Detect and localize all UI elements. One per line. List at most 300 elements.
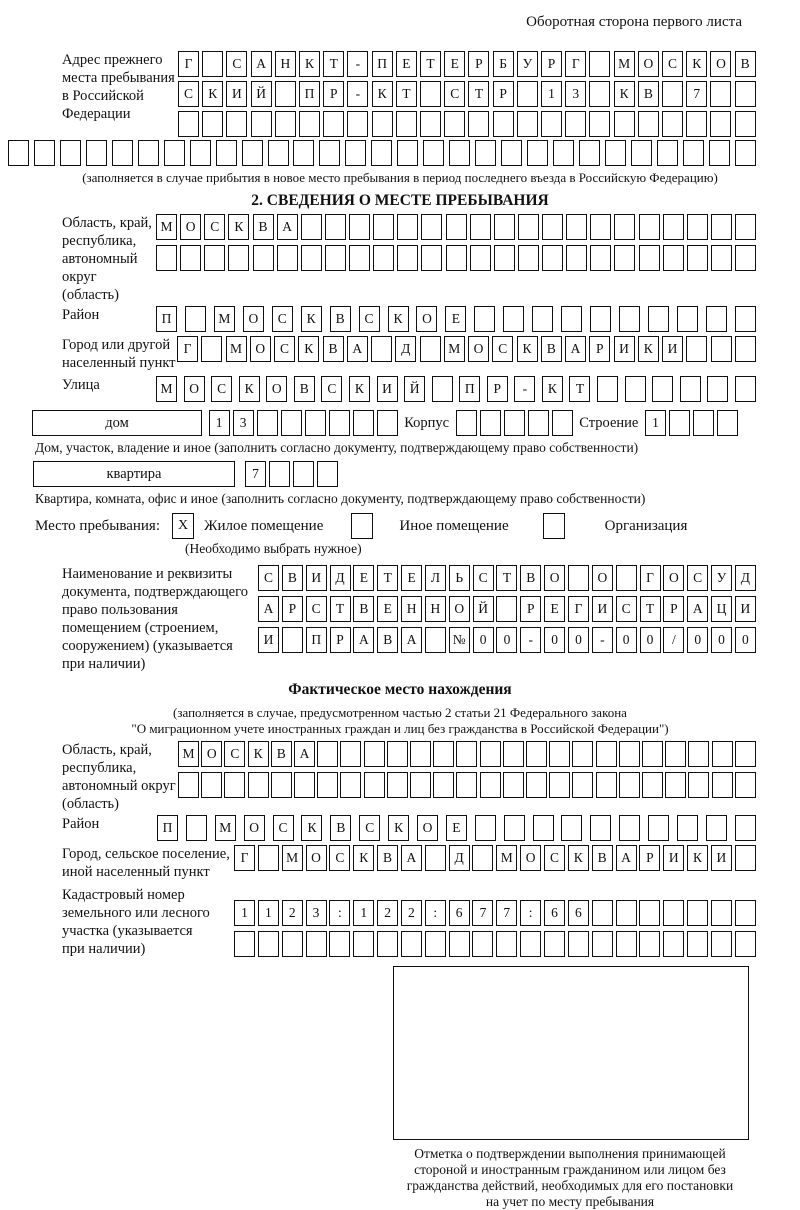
char-box[interactable] — [372, 111, 393, 137]
char-box[interactable]: М — [496, 845, 517, 871]
char-box[interactable]: Р — [493, 81, 514, 107]
char-box[interactable]: О — [592, 565, 613, 591]
char-box[interactable] — [305, 410, 326, 436]
char-box[interactable] — [340, 741, 361, 767]
char-box[interactable] — [735, 741, 756, 767]
char-box[interactable]: Т — [323, 51, 344, 77]
char-box[interactable] — [449, 931, 470, 957]
char-box[interactable]: М — [614, 51, 635, 77]
char-box[interactable]: В — [377, 845, 398, 871]
char-box[interactable] — [735, 245, 756, 271]
char-box[interactable]: А — [401, 627, 422, 653]
char-box[interactable]: К — [568, 845, 589, 871]
char-box[interactable] — [663, 931, 684, 957]
char-box[interactable]: С — [492, 336, 513, 362]
char-box[interactable] — [504, 410, 525, 436]
char-box[interactable] — [224, 772, 245, 798]
checkbox-other-premises[interactable] — [351, 513, 373, 539]
char-box[interactable]: Р — [487, 376, 508, 402]
char-box[interactable] — [717, 410, 738, 436]
char-box[interactable] — [686, 336, 707, 362]
char-box[interactable]: А — [258, 596, 279, 622]
char-box[interactable]: Т — [468, 81, 489, 107]
char-box[interactable] — [433, 741, 454, 767]
char-box[interactable]: 6 — [544, 900, 565, 926]
char-box[interactable]: В — [323, 336, 344, 362]
char-box[interactable] — [680, 376, 701, 402]
char-box[interactable]: И — [662, 336, 683, 362]
char-box[interactable]: 7 — [496, 900, 517, 926]
char-box[interactable] — [86, 140, 107, 166]
char-box[interactable]: А — [565, 336, 586, 362]
char-box[interactable] — [596, 741, 617, 767]
char-box[interactable]: С — [306, 596, 327, 622]
char-box[interactable]: 1 — [209, 410, 230, 436]
char-box[interactable] — [397, 140, 418, 166]
char-box[interactable] — [180, 245, 201, 271]
char-box[interactable]: М — [214, 306, 235, 332]
char-box[interactable]: У — [711, 565, 732, 591]
char-box[interactable]: С — [544, 845, 565, 871]
char-box[interactable]: 1 — [234, 900, 255, 926]
char-box[interactable]: Р — [589, 336, 610, 362]
char-box[interactable] — [201, 772, 222, 798]
char-box[interactable]: А — [251, 51, 272, 77]
char-box[interactable] — [549, 741, 570, 767]
char-box[interactable] — [317, 461, 338, 487]
char-box[interactable] — [711, 245, 732, 271]
char-box[interactable] — [347, 111, 368, 137]
char-box[interactable] — [663, 245, 684, 271]
char-box[interactable] — [735, 815, 756, 841]
char-box[interactable] — [639, 214, 660, 240]
char-box[interactable] — [420, 336, 441, 362]
char-box[interactable] — [349, 245, 370, 271]
char-box[interactable] — [616, 565, 637, 591]
char-box[interactable]: С — [178, 81, 199, 107]
char-box[interactable] — [517, 81, 538, 107]
char-box[interactable] — [138, 140, 159, 166]
char-box[interactable] — [202, 51, 223, 77]
char-box[interactable] — [345, 140, 366, 166]
char-box[interactable] — [669, 410, 690, 436]
char-box[interactable] — [425, 845, 446, 871]
char-box[interactable]: О — [663, 565, 684, 591]
char-box[interactable] — [456, 410, 477, 436]
char-box[interactable]: Ц — [711, 596, 732, 622]
char-box[interactable]: О — [250, 336, 271, 362]
char-box[interactable]: С — [444, 81, 465, 107]
char-box[interactable]: Е — [544, 596, 565, 622]
char-box[interactable] — [712, 772, 733, 798]
checkbox-residential[interactable]: X — [172, 513, 194, 539]
char-box[interactable] — [271, 772, 292, 798]
char-box[interactable] — [423, 140, 444, 166]
char-box[interactable]: 3 — [306, 900, 327, 926]
char-box[interactable]: И — [735, 596, 756, 622]
char-box[interactable] — [677, 306, 698, 332]
char-box[interactable]: О — [201, 741, 222, 767]
char-box[interactable]: 0 — [616, 627, 637, 653]
char-box[interactable] — [410, 772, 431, 798]
char-box[interactable] — [456, 772, 477, 798]
char-box[interactable]: Д — [735, 565, 756, 591]
char-box[interactable] — [294, 772, 315, 798]
char-box[interactable] — [112, 140, 133, 166]
char-box[interactable]: № — [449, 627, 470, 653]
char-box[interactable] — [306, 931, 327, 957]
char-box[interactable] — [532, 306, 553, 332]
char-box[interactable]: С — [329, 845, 350, 871]
char-box[interactable]: : — [329, 900, 350, 926]
char-box[interactable] — [185, 306, 206, 332]
char-box[interactable] — [234, 931, 255, 957]
char-box[interactable]: Р — [520, 596, 541, 622]
char-box[interactable] — [474, 306, 495, 332]
char-box[interactable]: 2 — [377, 900, 398, 926]
char-box[interactable] — [373, 245, 394, 271]
char-box[interactable]: О — [468, 336, 489, 362]
char-box[interactable] — [353, 410, 374, 436]
char-box[interactable] — [387, 741, 408, 767]
char-box[interactable] — [446, 245, 467, 271]
char-box[interactable] — [711, 931, 732, 957]
char-box[interactable]: М — [215, 815, 236, 841]
char-box[interactable] — [251, 111, 272, 137]
char-box[interactable] — [706, 306, 727, 332]
char-box[interactable] — [397, 214, 418, 240]
char-box[interactable]: 1 — [541, 81, 562, 107]
char-box[interactable]: Г — [234, 845, 255, 871]
char-box[interactable] — [561, 306, 582, 332]
char-box[interactable] — [542, 245, 563, 271]
char-box[interactable] — [687, 900, 708, 926]
char-box[interactable]: С — [473, 565, 494, 591]
char-box[interactable]: С — [359, 306, 380, 332]
checkbox-organization[interactable] — [543, 513, 565, 539]
char-box[interactable] — [663, 900, 684, 926]
char-box[interactable]: И — [663, 845, 684, 871]
char-box[interactable] — [614, 245, 635, 271]
char-box[interactable]: С — [272, 306, 293, 332]
char-box[interactable]: И — [592, 596, 613, 622]
char-box[interactable]: : — [520, 900, 541, 926]
char-box[interactable]: К — [248, 741, 269, 767]
char-box[interactable]: О — [417, 815, 438, 841]
char-box[interactable]: К — [353, 845, 374, 871]
char-box[interactable] — [614, 111, 635, 137]
char-box[interactable] — [589, 111, 610, 137]
char-box[interactable] — [164, 140, 185, 166]
char-box[interactable]: М — [156, 376, 177, 402]
char-box[interactable]: В — [638, 81, 659, 107]
char-box[interactable]: К — [638, 336, 659, 362]
char-box[interactable]: А — [353, 627, 374, 653]
char-box[interactable]: И — [306, 565, 327, 591]
char-box[interactable]: В — [735, 51, 756, 77]
char-box[interactable] — [226, 111, 247, 137]
char-box[interactable] — [565, 111, 586, 137]
char-box[interactable] — [735, 772, 756, 798]
char-box[interactable] — [544, 931, 565, 957]
char-box[interactable] — [590, 815, 611, 841]
char-box[interactable]: 0 — [640, 627, 661, 653]
char-box[interactable] — [642, 772, 663, 798]
char-box[interactable] — [518, 245, 539, 271]
char-box[interactable] — [480, 410, 501, 436]
char-box[interactable]: 7 — [472, 900, 493, 926]
char-box[interactable] — [425, 627, 446, 653]
char-box[interactable] — [472, 931, 493, 957]
char-box[interactable] — [282, 627, 303, 653]
char-box[interactable]: 2 — [282, 900, 303, 926]
char-box[interactable]: Л — [425, 565, 446, 591]
char-box[interactable] — [325, 245, 346, 271]
char-box[interactable] — [520, 931, 541, 957]
char-box[interactable] — [579, 140, 600, 166]
char-box[interactable] — [735, 214, 756, 240]
char-box[interactable]: Р — [468, 51, 489, 77]
char-box[interactable] — [711, 214, 732, 240]
char-box[interactable] — [711, 900, 732, 926]
char-box[interactable] — [410, 741, 431, 767]
char-box[interactable] — [541, 111, 562, 137]
char-box[interactable] — [299, 111, 320, 137]
char-box[interactable] — [590, 214, 611, 240]
char-box[interactable] — [373, 214, 394, 240]
char-box[interactable]: Е — [396, 51, 417, 77]
char-box[interactable] — [590, 306, 611, 332]
char-box[interactable]: 1 — [258, 900, 279, 926]
char-box[interactable] — [735, 336, 756, 362]
char-box[interactable]: У — [517, 51, 538, 77]
char-box[interactable] — [421, 214, 442, 240]
char-box[interactable]: 7 — [686, 81, 707, 107]
char-box[interactable] — [589, 51, 610, 77]
char-box[interactable]: К — [372, 81, 393, 107]
char-box[interactable] — [444, 111, 465, 137]
char-box[interactable]: П — [459, 376, 480, 402]
char-box[interactable] — [688, 741, 709, 767]
char-box[interactable] — [317, 741, 338, 767]
char-box[interactable] — [293, 461, 314, 487]
char-box[interactable]: К — [301, 306, 322, 332]
char-box[interactable] — [349, 214, 370, 240]
char-box[interactable]: 0 — [735, 627, 756, 653]
char-box[interactable]: В — [592, 845, 613, 871]
char-box[interactable] — [364, 772, 385, 798]
char-box[interactable] — [503, 772, 524, 798]
char-box[interactable]: О — [710, 51, 731, 77]
char-box[interactable] — [526, 741, 547, 767]
char-box[interactable] — [625, 376, 646, 402]
char-box[interactable] — [268, 140, 289, 166]
char-box[interactable]: Е — [401, 565, 422, 591]
char-box[interactable]: О — [306, 845, 327, 871]
char-box[interactable] — [711, 336, 732, 362]
char-box[interactable] — [456, 741, 477, 767]
char-box[interactable]: - — [520, 627, 541, 653]
char-box[interactable]: Т — [640, 596, 661, 622]
char-box[interactable]: А — [401, 845, 422, 871]
char-box[interactable] — [248, 772, 269, 798]
char-box[interactable]: Р — [541, 51, 562, 77]
char-box[interactable]: - — [347, 51, 368, 77]
char-box[interactable] — [364, 741, 385, 767]
char-box[interactable] — [572, 772, 593, 798]
char-box[interactable] — [657, 140, 678, 166]
char-box[interactable]: Т — [330, 596, 351, 622]
char-box[interactable]: К — [228, 214, 249, 240]
char-box[interactable] — [677, 815, 698, 841]
char-box[interactable] — [619, 306, 640, 332]
char-box[interactable] — [735, 306, 756, 332]
char-box[interactable]: К — [686, 51, 707, 77]
char-box[interactable]: А — [616, 845, 637, 871]
char-box[interactable] — [662, 111, 683, 137]
char-box[interactable] — [517, 111, 538, 137]
char-box[interactable] — [706, 815, 727, 841]
char-box[interactable] — [156, 245, 177, 271]
char-box[interactable]: С — [273, 815, 294, 841]
char-box[interactable]: М — [282, 845, 303, 871]
char-box[interactable] — [253, 245, 274, 271]
char-box[interactable] — [178, 111, 199, 137]
char-box[interactable] — [605, 140, 626, 166]
char-box[interactable] — [568, 931, 589, 957]
char-box[interactable]: С — [258, 565, 279, 591]
char-box[interactable] — [420, 81, 441, 107]
char-box[interactable] — [353, 931, 374, 957]
char-box[interactable]: И — [377, 376, 398, 402]
char-box[interactable] — [735, 900, 756, 926]
char-box[interactable]: 2 — [401, 900, 422, 926]
char-box[interactable] — [688, 772, 709, 798]
char-box[interactable] — [648, 815, 669, 841]
char-box[interactable] — [281, 410, 302, 436]
char-box[interactable]: 7 — [245, 461, 266, 487]
char-box[interactable]: П — [306, 627, 327, 653]
char-box[interactable] — [501, 140, 522, 166]
char-box[interactable]: С — [211, 376, 232, 402]
char-box[interactable] — [401, 931, 422, 957]
char-box[interactable] — [687, 931, 708, 957]
char-box[interactable] — [257, 410, 278, 436]
char-box[interactable] — [468, 111, 489, 137]
char-box[interactable]: К — [298, 336, 319, 362]
char-box[interactable]: 1 — [645, 410, 666, 436]
char-box[interactable] — [387, 772, 408, 798]
char-box[interactable] — [526, 772, 547, 798]
char-box[interactable] — [735, 111, 756, 137]
char-box[interactable] — [652, 376, 673, 402]
char-box[interactable] — [493, 111, 514, 137]
char-box[interactable] — [475, 140, 496, 166]
char-box[interactable]: 0 — [496, 627, 517, 653]
char-box[interactable] — [329, 410, 350, 436]
char-box[interactable]: 0 — [544, 627, 565, 653]
char-box[interactable]: К — [542, 376, 563, 402]
char-box[interactable] — [639, 931, 660, 957]
char-box[interactable] — [397, 245, 418, 271]
char-box[interactable] — [619, 741, 640, 767]
char-box[interactable]: Й — [404, 376, 425, 402]
char-box[interactable]: О — [243, 306, 264, 332]
char-box[interactable] — [396, 111, 417, 137]
char-box[interactable]: В — [541, 336, 562, 362]
char-box[interactable]: С — [226, 51, 247, 77]
char-box[interactable]: Т — [569, 376, 590, 402]
char-box[interactable] — [735, 845, 756, 871]
char-box[interactable] — [592, 900, 613, 926]
char-box[interactable] — [34, 140, 55, 166]
char-box[interactable] — [527, 140, 548, 166]
char-box[interactable]: А — [347, 336, 368, 362]
char-box[interactable] — [503, 306, 524, 332]
char-box[interactable] — [648, 306, 669, 332]
char-box[interactable]: К — [349, 376, 370, 402]
char-box[interactable]: К — [202, 81, 223, 107]
char-box[interactable] — [503, 741, 524, 767]
char-box[interactable] — [619, 772, 640, 798]
char-box[interactable]: И — [614, 336, 635, 362]
char-box[interactable]: Д — [330, 565, 351, 591]
char-box[interactable]: А — [277, 214, 298, 240]
char-box[interactable] — [275, 81, 296, 107]
char-box[interactable]: К — [517, 336, 538, 362]
char-box[interactable] — [528, 410, 549, 436]
char-box[interactable]: О — [449, 596, 470, 622]
char-box[interactable] — [710, 81, 731, 107]
char-box[interactable]: Р — [282, 596, 303, 622]
char-box[interactable]: 3 — [565, 81, 586, 107]
char-box[interactable] — [566, 214, 587, 240]
char-box[interactable] — [616, 900, 637, 926]
char-box[interactable] — [638, 111, 659, 137]
char-box[interactable]: С — [321, 376, 342, 402]
char-box[interactable] — [631, 140, 652, 166]
char-box[interactable] — [269, 461, 290, 487]
char-box[interactable]: Е — [353, 565, 374, 591]
char-box[interactable]: В — [377, 627, 398, 653]
char-box[interactable]: Р — [639, 845, 660, 871]
char-box[interactable] — [480, 772, 501, 798]
char-box[interactable] — [665, 772, 686, 798]
char-box[interactable]: П — [157, 815, 178, 841]
char-box[interactable] — [561, 815, 582, 841]
char-box[interactable] — [639, 900, 660, 926]
char-box[interactable]: П — [156, 306, 177, 332]
char-box[interactable] — [433, 772, 454, 798]
char-box[interactable]: М — [156, 214, 177, 240]
char-box[interactable]: Р — [663, 596, 684, 622]
house-field-label-box[interactable]: дом — [32, 410, 202, 436]
char-box[interactable]: В — [353, 596, 374, 622]
char-box[interactable] — [472, 845, 493, 871]
char-box[interactable] — [683, 140, 704, 166]
char-box[interactable] — [693, 410, 714, 436]
char-box[interactable]: Е — [377, 596, 398, 622]
char-box[interactable]: М — [444, 336, 465, 362]
char-box[interactable] — [325, 214, 346, 240]
char-box[interactable]: Ь — [449, 565, 470, 591]
char-box[interactable]: В — [271, 741, 292, 767]
char-box[interactable] — [258, 931, 279, 957]
char-box[interactable] — [735, 376, 756, 402]
char-box[interactable]: М — [178, 741, 199, 767]
char-box[interactable]: К — [299, 51, 320, 77]
char-box[interactable]: Т — [377, 565, 398, 591]
